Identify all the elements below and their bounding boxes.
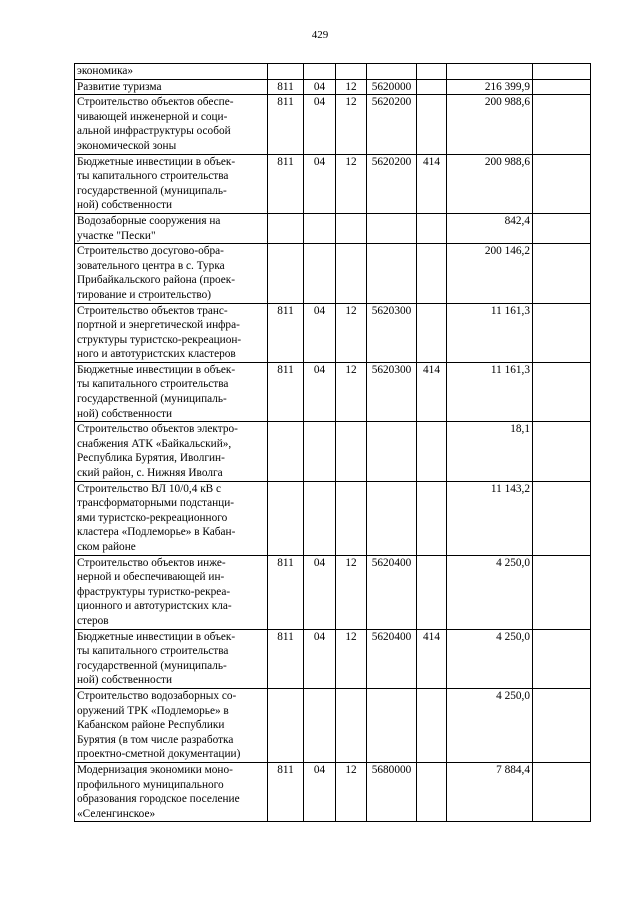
item-name-cell bbox=[75, 64, 268, 80]
item-name-line: «Селенгинское» bbox=[77, 807, 156, 820]
amount-cell: 4 250,0 bbox=[447, 555, 533, 629]
section-code-cell: 04 bbox=[304, 303, 336, 362]
expense-type-cell bbox=[417, 688, 447, 762]
table-row bbox=[75, 762, 591, 821]
item-name-line: Строительство водозаборных со- bbox=[77, 689, 237, 702]
extra-cell bbox=[533, 303, 591, 362]
expense-type-cell bbox=[417, 244, 447, 303]
extra-cell bbox=[533, 422, 591, 481]
item-name-line: портной и энергетической инфра- bbox=[77, 319, 240, 332]
extra-cell bbox=[533, 629, 591, 688]
item-name-line: ной) собственности bbox=[77, 199, 172, 212]
subsection-code-cell bbox=[336, 481, 367, 555]
item-name-line: Строительство объектов электро- bbox=[77, 423, 238, 436]
target-article-cell: 5620300 bbox=[367, 303, 417, 362]
item-name-line: трансформаторными подстанци- bbox=[77, 497, 235, 510]
chapter-code-cell: 811 bbox=[268, 555, 304, 629]
item-name-line: проектно-сметной документации) bbox=[77, 748, 241, 761]
item-name-line: Строительство объектов инже- bbox=[77, 556, 226, 569]
item-name-cell bbox=[75, 79, 268, 95]
extra-cell bbox=[533, 95, 591, 154]
item-name-cell bbox=[75, 762, 268, 821]
table-row bbox=[75, 64, 591, 80]
section-code-cell: 04 bbox=[304, 95, 336, 154]
subsection-code-cell: 12 bbox=[336, 303, 367, 362]
section-code-cell bbox=[304, 64, 336, 80]
amount-cell: 18,1 bbox=[447, 422, 533, 481]
table-row bbox=[75, 688, 591, 762]
amount-cell: 4 250,0 bbox=[447, 629, 533, 688]
item-name-cell bbox=[75, 481, 268, 555]
item-name-cell bbox=[75, 422, 268, 481]
item-name-line: участке "Пески" bbox=[77, 229, 156, 242]
item-name-line: чивающей инженерной и соци- bbox=[77, 110, 228, 123]
item-name-cell bbox=[75, 213, 268, 243]
extra-cell bbox=[533, 481, 591, 555]
item-name-line: альной инфраструктуры особой bbox=[77, 125, 231, 138]
item-name-line: Бурятия (в том числе разработка bbox=[77, 733, 234, 746]
target-article-cell bbox=[367, 422, 417, 481]
subsection-code-cell bbox=[336, 422, 367, 481]
extra-cell bbox=[533, 64, 591, 80]
item-name-line: снабжения АТК «Байкальский», bbox=[77, 437, 232, 450]
expense-type-cell: 414 bbox=[417, 629, 447, 688]
item-name-line: ты капитального строительства bbox=[77, 170, 229, 183]
section-code-cell bbox=[304, 244, 336, 303]
target-article-cell: 5620200 bbox=[367, 95, 417, 154]
section-code-cell bbox=[304, 688, 336, 762]
target-article-cell bbox=[367, 244, 417, 303]
item-name-line: профильного муниципального bbox=[77, 778, 224, 791]
target-article-cell: 5620400 bbox=[367, 629, 417, 688]
chapter-code-cell: 811 bbox=[268, 362, 304, 421]
subsection-code-cell: 12 bbox=[336, 154, 367, 213]
extra-cell bbox=[533, 154, 591, 213]
chapter-code-cell: 811 bbox=[268, 629, 304, 688]
item-name-line: ями туристско-рекреационного bbox=[77, 511, 228, 524]
subsection-code-cell: 12 bbox=[336, 629, 367, 688]
item-name-line: Бюджетные инвестиции в объек- bbox=[77, 363, 236, 376]
amount-cell: 216 399,9 bbox=[447, 79, 533, 95]
amount-cell: 200 988,6 bbox=[447, 95, 533, 154]
item-name-cell bbox=[75, 244, 268, 303]
item-name-line: Прибайкальского района (проек- bbox=[77, 274, 236, 287]
subsection-code-cell: 12 bbox=[336, 555, 367, 629]
chapter-code-cell: 811 bbox=[268, 154, 304, 213]
table-row bbox=[75, 629, 591, 688]
table-row bbox=[75, 362, 591, 421]
chapter-code-cell: 811 bbox=[268, 95, 304, 154]
expense-type-cell: 414 bbox=[417, 154, 447, 213]
item-name-line: Строительство досугово-обра- bbox=[77, 245, 224, 258]
chapter-code-cell bbox=[268, 688, 304, 762]
expense-type-cell: 414 bbox=[417, 362, 447, 421]
chapter-code-cell: 811 bbox=[268, 303, 304, 362]
item-name-line: Строительство объектов транс- bbox=[77, 304, 228, 317]
subsection-code-cell: 12 bbox=[336, 95, 367, 154]
page-number: 429 bbox=[311, 29, 329, 41]
chapter-code-cell bbox=[268, 422, 304, 481]
item-name-line: зовательного центра в с. Турка bbox=[77, 259, 225, 272]
table-row bbox=[75, 213, 591, 243]
chapter-code-cell bbox=[268, 213, 304, 243]
section-code-cell: 04 bbox=[304, 154, 336, 213]
section-code-cell: 04 bbox=[304, 79, 336, 95]
section-code-cell bbox=[304, 422, 336, 481]
item-name-line: структуры туристско-рекреацион- bbox=[77, 333, 242, 346]
expense-type-cell bbox=[417, 213, 447, 243]
subsection-code-cell bbox=[336, 64, 367, 80]
item-name-line: Бюджетные инвестиции в объек- bbox=[77, 630, 236, 643]
target-article-cell bbox=[367, 481, 417, 555]
extra-cell bbox=[533, 213, 591, 243]
item-name-cell bbox=[75, 362, 268, 421]
item-name-line: Республика Бурятия, Иволгин- bbox=[77, 452, 225, 465]
item-name-cell bbox=[75, 95, 268, 154]
expense-type-cell bbox=[417, 95, 447, 154]
section-code-cell: 04 bbox=[304, 629, 336, 688]
target-article-cell: 5680000 bbox=[367, 762, 417, 821]
section-code-cell bbox=[304, 481, 336, 555]
subsection-code-cell bbox=[336, 688, 367, 762]
item-name-line: Развитие туризма bbox=[77, 80, 162, 93]
expense-type-cell bbox=[417, 481, 447, 555]
section-code-cell: 04 bbox=[304, 762, 336, 821]
item-name-line: образования городское поселение bbox=[77, 793, 240, 806]
section-code-cell bbox=[304, 213, 336, 243]
expense-type-cell bbox=[417, 64, 447, 80]
item-name-line: государственной (муниципаль- bbox=[77, 184, 227, 197]
amount-cell: 200 988,6 bbox=[447, 154, 533, 213]
expense-type-cell bbox=[417, 555, 447, 629]
item-name-line: государственной (муниципаль- bbox=[77, 659, 227, 672]
chapter-code-cell: 811 bbox=[268, 79, 304, 95]
item-name-line: ной) собственности bbox=[77, 674, 172, 687]
subsection-code-cell bbox=[336, 244, 367, 303]
amount-cell: 4 250,0 bbox=[447, 688, 533, 762]
item-name-line: экономической зоны bbox=[77, 139, 177, 152]
item-name-line: тирование и строительство) bbox=[77, 288, 212, 301]
table-row bbox=[75, 79, 591, 95]
extra-cell bbox=[533, 79, 591, 95]
item-name-cell bbox=[75, 555, 268, 629]
item-name-cell bbox=[75, 629, 268, 688]
target-article-cell: 5620400 bbox=[367, 555, 417, 629]
expense-type-cell bbox=[417, 79, 447, 95]
item-name-line: фраструктуры туристко-рекреа- bbox=[77, 585, 231, 598]
item-name-line: стеров bbox=[77, 614, 109, 627]
chapter-code-cell: 811 bbox=[268, 762, 304, 821]
extra-cell bbox=[533, 555, 591, 629]
target-article-cell bbox=[367, 688, 417, 762]
amount-cell: 11 143,2 bbox=[447, 481, 533, 555]
amount-cell: 842,4 bbox=[447, 213, 533, 243]
item-name-line: ты капитального строительства bbox=[77, 378, 229, 391]
item-name-line: Кабанском районе Республики bbox=[77, 719, 225, 732]
item-name-line: Водозаборные сооружения на bbox=[77, 214, 221, 227]
table-body bbox=[75, 64, 591, 822]
table-row bbox=[75, 481, 591, 555]
amount-cell: 7 884,4 bbox=[447, 762, 533, 821]
expense-type-cell bbox=[417, 762, 447, 821]
subsection-code-cell: 12 bbox=[336, 79, 367, 95]
chapter-code-cell bbox=[268, 64, 304, 80]
item-name-line: экономика» bbox=[77, 65, 134, 77]
item-name-line: ты капитального строительства bbox=[77, 645, 229, 658]
section-code-cell: 04 bbox=[304, 555, 336, 629]
extra-cell bbox=[533, 762, 591, 821]
item-name-line: Строительство объектов обеспе- bbox=[77, 96, 234, 109]
item-name-line: Строительство ВЛ 10/0,4 кВ с bbox=[77, 482, 222, 495]
amount-cell: 11 161,3 bbox=[447, 303, 533, 362]
item-name-cell bbox=[75, 303, 268, 362]
item-name-line: государственной (муниципаль- bbox=[77, 393, 227, 406]
amount-cell: 200 146,2 bbox=[447, 244, 533, 303]
budget-table bbox=[74, 63, 591, 822]
table-row bbox=[75, 555, 591, 629]
target-article-cell: 5620200 bbox=[367, 154, 417, 213]
table-row bbox=[75, 95, 591, 154]
chapter-code-cell bbox=[268, 481, 304, 555]
target-article-cell bbox=[367, 213, 417, 243]
item-name-line: оружений ТРК «Подлеморье» в bbox=[77, 704, 229, 717]
item-name-line: ский район, с. Нижняя Иволга bbox=[77, 467, 223, 480]
section-code-cell: 04 bbox=[304, 362, 336, 421]
amount-cell bbox=[447, 64, 533, 80]
table-row bbox=[75, 244, 591, 303]
extra-cell bbox=[533, 362, 591, 421]
target-article-cell bbox=[367, 64, 417, 80]
extra-cell bbox=[533, 688, 591, 762]
item-name-cell bbox=[75, 154, 268, 213]
table-row bbox=[75, 422, 591, 481]
item-name-line: ной) собственности bbox=[77, 407, 172, 420]
item-name-line: ционного и автотуристских кла- bbox=[77, 600, 232, 613]
item-name-line: кластера «Подлеморье» в Кабан- bbox=[77, 526, 236, 539]
table-row bbox=[75, 303, 591, 362]
extra-cell bbox=[533, 244, 591, 303]
expense-type-cell bbox=[417, 422, 447, 481]
item-name-line: Бюджетные инвестиции в объек- bbox=[77, 155, 236, 168]
subsection-code-cell: 12 bbox=[336, 362, 367, 421]
item-name-line: ском районе bbox=[77, 541, 136, 553]
target-article-cell: 5620300 bbox=[367, 362, 417, 421]
amount-cell: 11 161,3 bbox=[447, 362, 533, 421]
chapter-code-cell bbox=[268, 244, 304, 303]
subsection-code-cell bbox=[336, 213, 367, 243]
item-name-line: ного и автотуристских кластеров bbox=[77, 348, 236, 361]
target-article-cell: 5620000 bbox=[367, 79, 417, 95]
item-name-line: Модернизация экономики моно- bbox=[77, 763, 233, 776]
item-name-line: нерной и обеспечивающей ин- bbox=[77, 571, 225, 584]
subsection-code-cell: 12 bbox=[336, 762, 367, 821]
item-name-cell bbox=[75, 688, 268, 762]
expense-type-cell bbox=[417, 303, 447, 362]
table-row bbox=[75, 154, 591, 213]
